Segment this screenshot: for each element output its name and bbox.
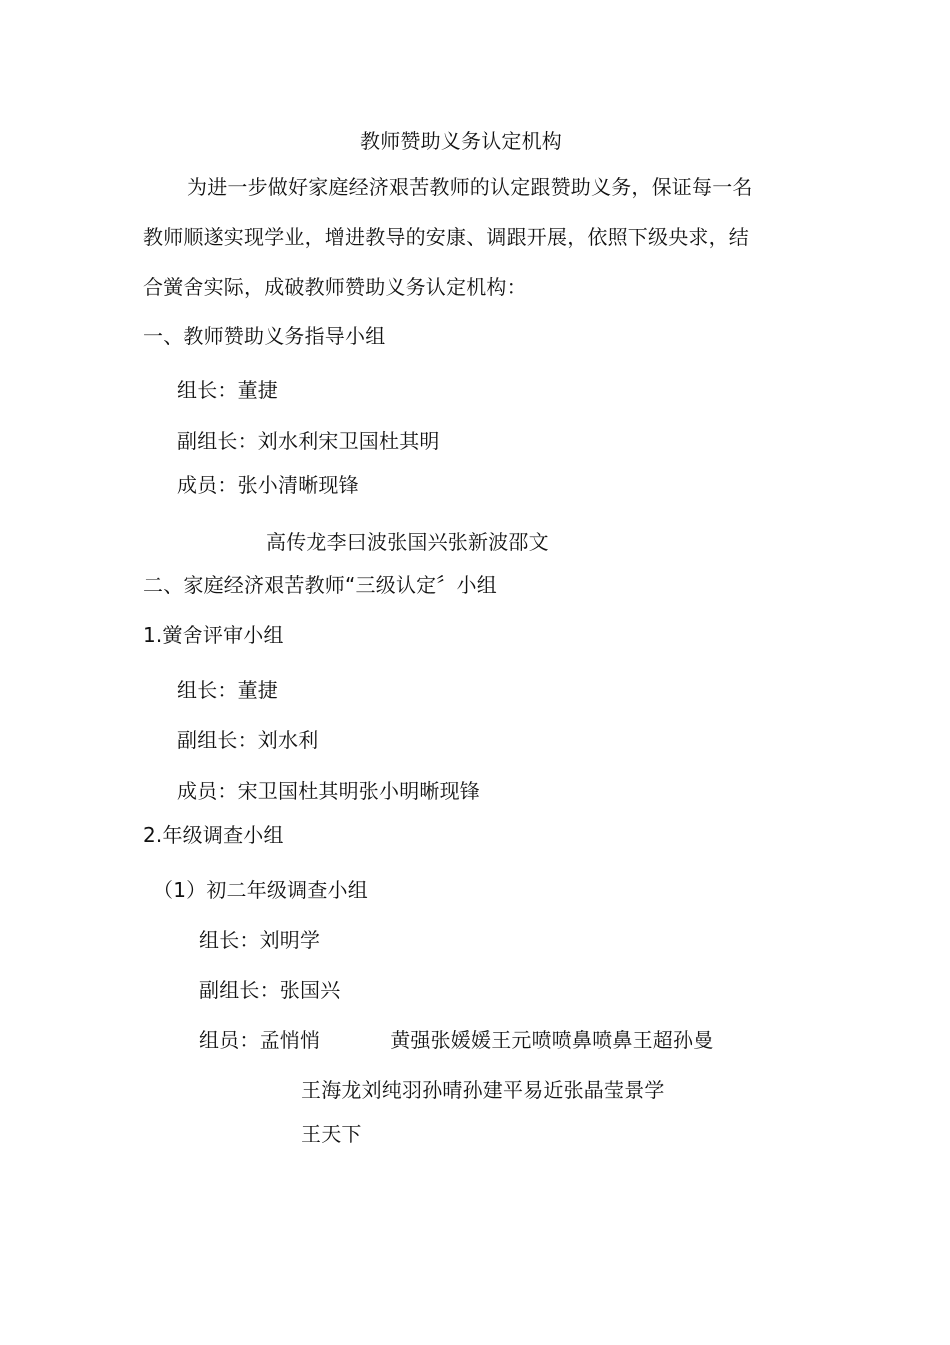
- section1-heading: 一、教师赞助义务指导小组: [143, 324, 386, 348]
- intro-line-3: 合黉舍实际，成破教师赞助义务认定机构：: [143, 275, 527, 299]
- grade2-survey-members-label: 组员：孟悄悄: [199, 1028, 321, 1052]
- grade2-survey-members-inline: 黄强张媛媛王元喷喷鼻喷鼻王超孙曼: [390, 1028, 714, 1052]
- grade2-survey-members-line-2: 王海龙刘纯羽孙晴孙建平易近张晶莹景学: [301, 1078, 665, 1102]
- section2-heading: 二、家庭经济艰苦教师“三级认定〞小组: [143, 573, 497, 597]
- section1-members-continued: 高传龙李曰波张国兴张新波邵文: [266, 530, 549, 554]
- grade2-survey-members-line-3: 王天下: [301, 1122, 362, 1146]
- school-review-members: 成员：宋卫国杜其明张小明晰现锋: [177, 779, 480, 803]
- grade-survey-heading: 2.年级调查小组: [143, 823, 284, 847]
- school-review-deputy: 副组长：刘水利: [177, 728, 319, 752]
- school-review-leader: 组长：董捷: [177, 678, 278, 702]
- section1-leader: 组长：董捷: [177, 378, 278, 402]
- document-title: 教师赞助义务认定机构: [360, 129, 562, 153]
- intro-line-1: 为进一步做好家庭经济艰苦教师的认定跟赞助义务，保证每一名: [187, 175, 753, 199]
- intro-line-2: 教师顺遂实现学业，增进教导的安康、调跟开展，依照下级央求，结: [143, 225, 749, 249]
- school-review-heading: 1.黉舍评审小组: [143, 623, 284, 647]
- grade2-survey-heading: （1）初二年级调查小组: [153, 878, 368, 902]
- grade2-survey-members-row: [199, 1027, 713, 1053]
- section1-members: 成员：张小清晰现锋: [177, 473, 359, 497]
- grade2-survey-deputy: 副组长：张国兴: [199, 978, 341, 1002]
- section1-deputy: 副组长：刘水利宋卫国杜其明: [177, 429, 440, 453]
- grade2-survey-leader: 组长：刘明学: [199, 928, 321, 952]
